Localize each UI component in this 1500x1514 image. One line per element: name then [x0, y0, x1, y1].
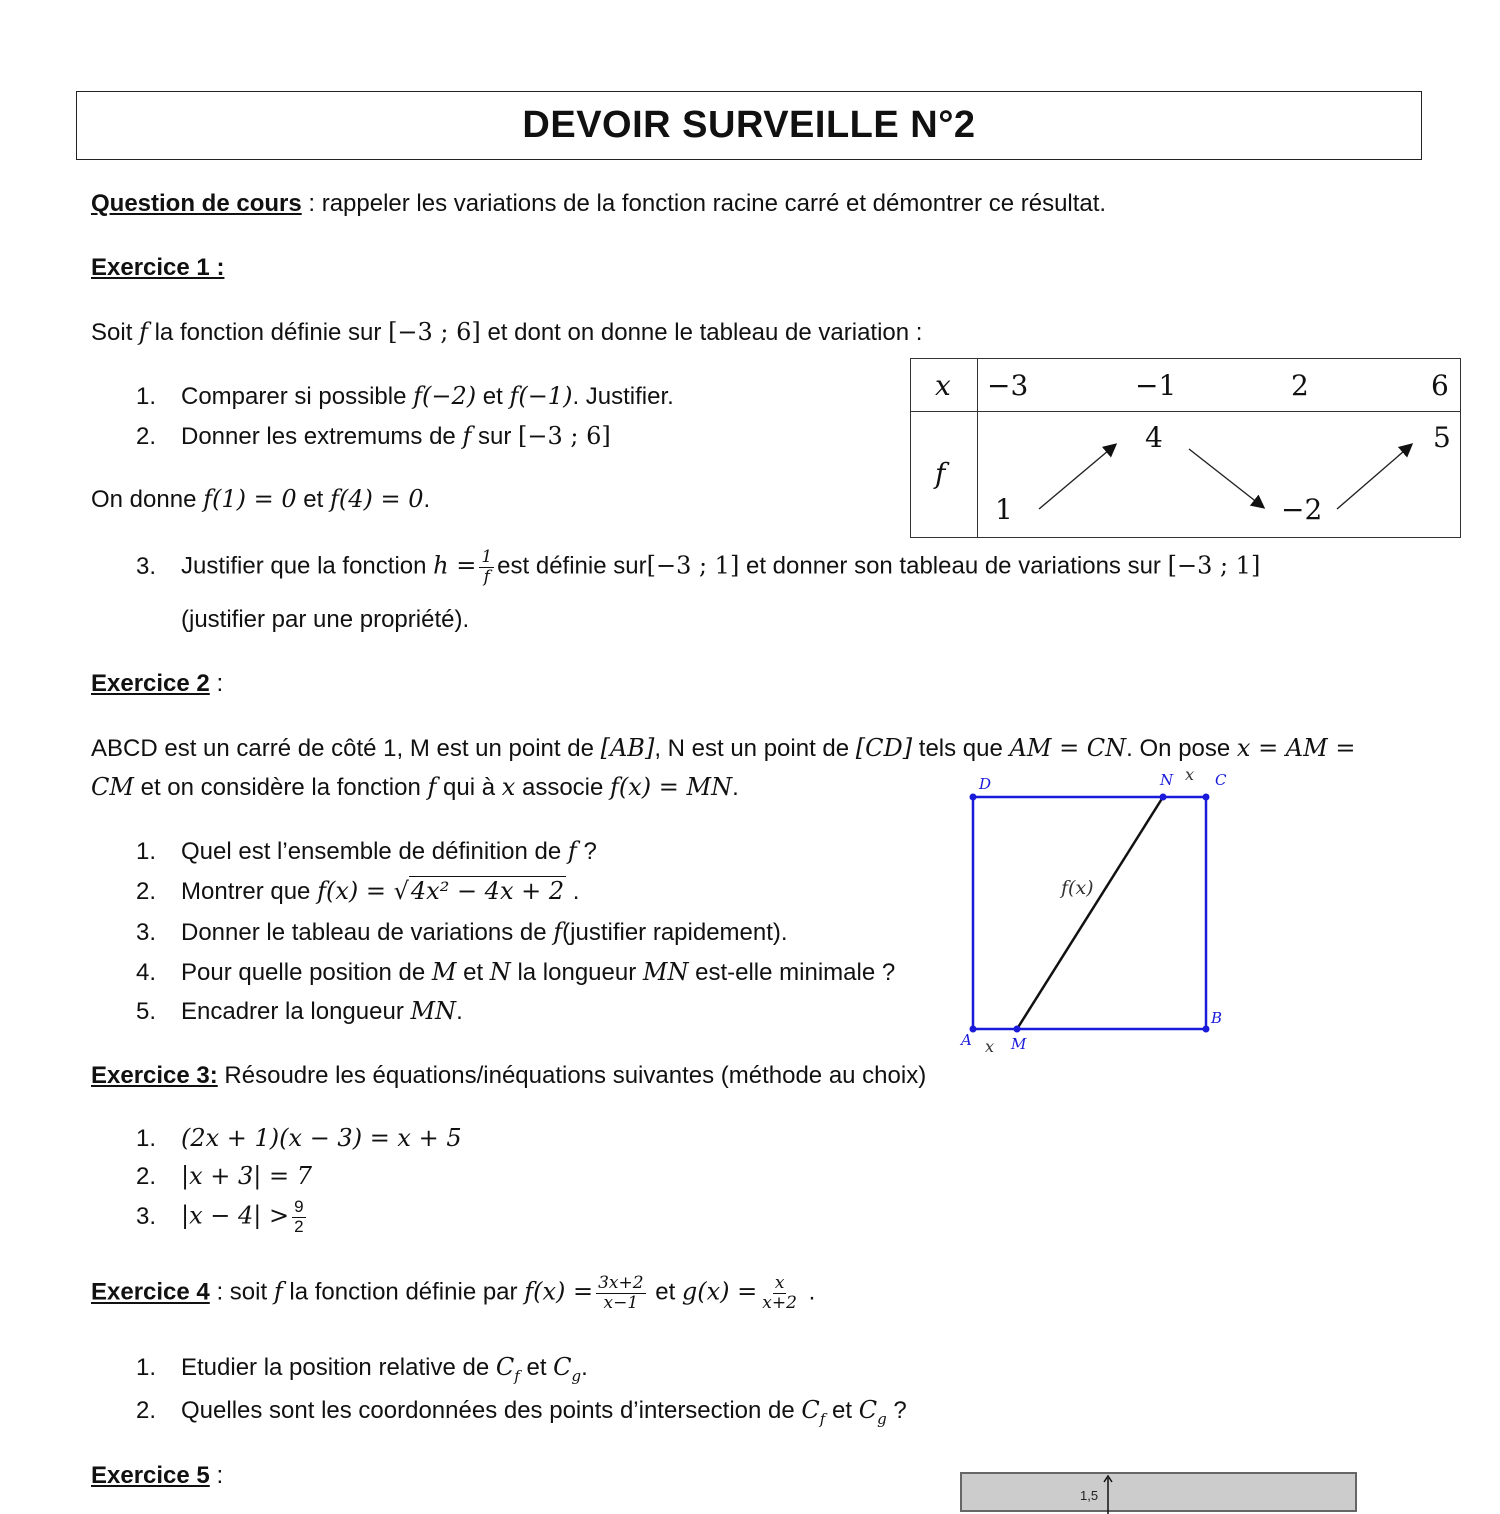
math: C — [801, 1396, 820, 1424]
math: [AB] — [600, 734, 655, 762]
item-number: 2. — [136, 423, 157, 450]
text: sur — [471, 423, 519, 450]
text: Soit — [91, 319, 140, 346]
text: et — [648, 1278, 682, 1306]
ex2-item-4 — [136, 958, 895, 987]
math: f — [553, 918, 563, 946]
math-subscript: f — [514, 1366, 520, 1385]
math: f(4) = 0 — [329, 485, 424, 513]
x-value: 2 — [1291, 369, 1309, 402]
math-interval: [−3 ; 6] — [388, 318, 481, 346]
item-number: 1. — [136, 1354, 157, 1381]
f-value: 5 — [1433, 421, 1451, 454]
math: MN — [410, 997, 457, 1025]
text: et — [296, 486, 330, 513]
text: et — [519, 1354, 554, 1381]
text: la fonction définie sur — [147, 319, 389, 346]
ex2-item-1 — [136, 837, 597, 866]
fraction-f — [596, 1274, 645, 1312]
ex4-heading: Exercice 4 — [91, 1278, 210, 1306]
text: : — [209, 1462, 224, 1489]
denominator: x+2 — [762, 1292, 797, 1313]
text: et dont on donne le tableau de variation : — [480, 319, 923, 346]
text: (justifier rapidement). — [562, 919, 788, 946]
item-number: 2. — [136, 1397, 157, 1424]
ex3-item-1 — [136, 1124, 462, 1153]
math: f(x) = — [524, 1277, 594, 1306]
ex3-item-3 — [136, 1198, 309, 1236]
text: Résoudre les équations/inéquations suivantes (méthode au choix) — [217, 1062, 927, 1089]
square-figure — [955, 765, 1235, 1065]
text: Quelles sont les coordonnées des points d’intersection de — [181, 1397, 802, 1424]
math: [CD] — [855, 734, 913, 762]
text: et donner son tableau de variations sur — [739, 552, 1168, 580]
text: . — [423, 486, 431, 513]
math-subscript: g — [877, 1409, 887, 1428]
text: Encadrer la longueur — [181, 998, 411, 1025]
arrow-up-icon — [1337, 445, 1411, 509]
math: M — [431, 958, 457, 986]
text: Montrer que — [181, 878, 318, 905]
text: tels que — [912, 735, 1010, 762]
ex1-item-3 — [136, 548, 1260, 586]
math: f — [427, 773, 437, 801]
denominator: f — [483, 566, 490, 587]
math: [−3 ; 1] — [646, 551, 740, 580]
math: |x + 3| = 7 — [181, 1162, 312, 1190]
math: x = AM = — [1236, 734, 1356, 762]
text: ABCD est un carré de côté 1, M est un point de — [91, 735, 601, 762]
text: . — [456, 998, 463, 1025]
ex5-graph-figure — [960, 1472, 1357, 1512]
math-f: f — [139, 318, 148, 346]
item-number: 3. — [136, 1202, 157, 1230]
text: : — [209, 670, 224, 697]
ex5-heading: Exercice 5 — [91, 1462, 210, 1489]
item-number: 1. — [136, 1125, 157, 1152]
label-fx: f(x) — [1061, 877, 1094, 899]
ex1-item-3-line2: (justifier par une propriété). — [181, 606, 470, 633]
math: C — [495, 1353, 515, 1381]
ex3-heading: Exercice 3: — [91, 1062, 218, 1089]
question-cours-heading: Question de cours — [91, 190, 302, 217]
x-value: 6 — [1431, 369, 1449, 402]
text: . Justifier. — [572, 383, 674, 410]
text: . — [581, 1354, 588, 1381]
ex1-heading: Exercice 1 : — [91, 254, 225, 281]
text: Donner les extremums de — [181, 423, 463, 450]
math-subscript: g — [571, 1366, 582, 1385]
denominator: 2 — [294, 1216, 304, 1236]
fraction — [292, 1198, 305, 1236]
text: ? — [886, 1397, 907, 1424]
x-value: −3 — [987, 369, 1029, 402]
text: est-elle minimale ? — [688, 959, 896, 986]
math: g(x) = — [681, 1277, 758, 1306]
ex1-item-1 — [136, 382, 674, 411]
ex3-item-2 — [136, 1162, 312, 1191]
page-title: DEVOIR SURVEILLE N°2 — [522, 104, 976, 146]
item-number: 1. — [136, 383, 157, 410]
item-number: 2. — [136, 1163, 157, 1190]
math: C — [553, 1353, 572, 1381]
numerator: 3x+2 — [598, 1273, 644, 1293]
text: , N est un point de — [654, 735, 856, 762]
item-number: 5. — [136, 998, 157, 1025]
text: qui à — [436, 774, 502, 801]
variation-table — [910, 358, 1461, 538]
text: . On pose — [1126, 735, 1237, 762]
ex1-given — [91, 485, 430, 514]
text: On donne — [91, 486, 204, 513]
title-box — [76, 91, 1422, 160]
text: et — [456, 959, 490, 986]
label-m: M — [1011, 1035, 1027, 1053]
label-a: A — [961, 1031, 972, 1049]
text: Quel est l’ensemble de définition de — [181, 838, 568, 865]
text: et on considère la fonction — [133, 774, 428, 801]
y-axis-label: 1,5 — [1080, 1488, 1099, 1503]
text: associe — [515, 774, 611, 801]
math: f — [273, 1277, 283, 1306]
math: CM — [91, 773, 134, 801]
numerator: x — [774, 1273, 785, 1293]
text: Comparer si possible — [181, 383, 414, 410]
label-x-bottom: x — [985, 1037, 995, 1056]
f-value: 1 — [995, 493, 1013, 526]
text: Pour quelle position de — [181, 959, 432, 986]
ex4-statement — [91, 1274, 815, 1312]
label-c: C — [1215, 771, 1227, 789]
y-axis-arrow-icon — [1102, 1474, 1114, 1514]
text: Donner le tableau de variations de — [181, 919, 554, 946]
item-number: 3. — [136, 552, 157, 580]
math: C — [858, 1396, 878, 1424]
ex2-statement-line2 — [91, 773, 739, 802]
item-number: 1. — [136, 838, 157, 865]
math: MN — [642, 958, 689, 986]
math: |x − 4| > — [181, 1201, 290, 1230]
ex2-item-5 — [136, 997, 463, 1026]
label-b: B — [1211, 1009, 1223, 1027]
f-value: 4 — [1145, 421, 1163, 454]
text: et — [825, 1397, 859, 1424]
ex1-intro — [91, 318, 922, 347]
label-x-top: x — [1185, 765, 1195, 784]
ex2-heading: Exercice 2 — [91, 670, 210, 697]
text: la longueur — [510, 959, 643, 986]
text: . — [566, 878, 580, 905]
math: f(x) = MN — [610, 773, 733, 801]
f-value: −2 — [1281, 493, 1323, 526]
text: ? — [576, 838, 597, 865]
label-n: N — [1160, 771, 1174, 789]
text: est définie sur — [497, 552, 647, 580]
item-number: 3. — [136, 919, 157, 946]
text: et — [476, 383, 510, 410]
variation-arrows — [911, 359, 1462, 539]
label-d: D — [979, 775, 992, 793]
ex5-heading-line — [91, 1462, 223, 1490]
math-subscript: f — [819, 1409, 826, 1428]
math: AM = CN — [1009, 734, 1127, 762]
math: [−3 ; 6] — [518, 422, 611, 450]
square-diagram — [955, 765, 1235, 1065]
denominator: x−1 — [603, 1292, 639, 1313]
math: f — [462, 422, 472, 450]
math-radicand: 4x² − 4x + 2 — [410, 877, 565, 905]
ex4-item-2 — [136, 1396, 907, 1428]
question-cours-text: : rappeler les variations de la fonction racine carré et démontrer ce résultat. — [301, 190, 1107, 217]
arrow-up-icon — [1039, 445, 1115, 509]
math: f(−1) — [509, 382, 573, 410]
math: f — [567, 837, 577, 865]
item-number: 2. — [136, 878, 157, 905]
text: la fonction définie par — [282, 1278, 525, 1306]
ex2-item-2 — [136, 877, 579, 906]
math: N — [489, 958, 511, 986]
ex4-item-1 — [136, 1353, 588, 1385]
text: Justifier que la fonction — [181, 552, 434, 580]
fraction — [479, 548, 494, 586]
ex2-heading-line — [91, 670, 223, 698]
numerator: 9 — [294, 1197, 304, 1216]
text: : soit — [209, 1278, 274, 1306]
math: f(x) = √ — [317, 877, 409, 905]
numerator: 1 — [481, 547, 493, 567]
math: h = — [433, 551, 477, 580]
x-value: −1 — [1135, 369, 1177, 402]
text: . — [801, 1278, 816, 1306]
math: x — [501, 773, 516, 801]
ex2-statement-line1 — [91, 734, 1355, 763]
item-number: 4. — [136, 959, 157, 986]
math: f(1) = 0 — [203, 485, 297, 513]
math: (2x + 1)(x − 3) = x + 5 — [181, 1124, 462, 1152]
text: Etudier la position relative de — [181, 1354, 496, 1381]
row-label-x: x — [935, 369, 951, 402]
ex1-item-2 — [136, 422, 611, 451]
math: f(−2) — [413, 382, 477, 410]
arrow-down-icon — [1189, 449, 1263, 507]
question-cours — [91, 190, 1106, 218]
math: [−3 ; 1] — [1167, 551, 1261, 580]
ex3-heading-line — [91, 1062, 926, 1090]
ex2-item-3 — [136, 918, 788, 947]
text: . — [732, 774, 739, 801]
fraction-g — [760, 1274, 799, 1312]
row-label-f: f — [935, 457, 946, 490]
